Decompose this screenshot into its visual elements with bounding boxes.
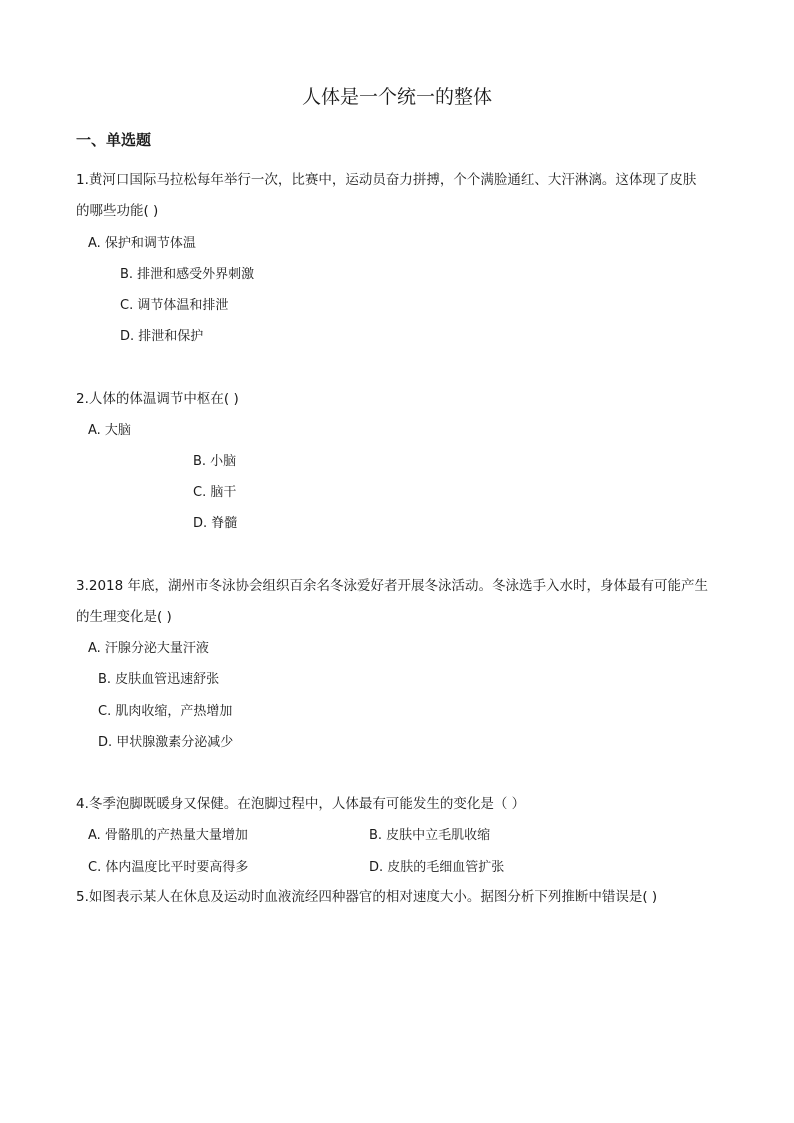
question-2-option-c: C. 脑干 — [193, 485, 237, 500]
question-4-option-a: A. 骨骼肌的产热量大量增加 — [88, 828, 248, 843]
question-1-stem-line1: 1.黄河口国际马拉松每年举行一次，比赛中，运动员奋力拼搏，个个满脸通红、大汗淋漓。这体现了皮肤 — [76, 172, 697, 188]
question-3-option-b: B. 皮肤血管迅速舒张 — [98, 672, 220, 687]
question-4-option-d: D. 皮肤的毛细血管扩张 — [369, 860, 505, 875]
question-1-option-d: D. 排泄和保护 — [120, 329, 204, 344]
question-2-option-d: D. 脊髓 — [193, 516, 238, 531]
question-2-option-a: A. 大脑 — [88, 423, 131, 438]
question-1-option-a: A. 保护和调节体温 — [88, 236, 196, 251]
question-5-stem: 5.如图表示某人在休息及运动时血液流经四种器官的相对速度大小。据图分析下列推断中错误是( ) — [76, 889, 658, 905]
question-3-stem-line1: 3.2018 年底，湖州市冬泳协会组织百余名冬泳爱好者开展冬泳活动。冬泳选手入水时，身体最有可能产生 — [76, 578, 709, 594]
question-4-stem: 4.冬季泡脚既暖身又保健。在泡脚过程中，人体最有可能发生的变化是（ ） — [76, 796, 526, 812]
question-3-stem-line2: 的生理变化是( ) — [76, 609, 172, 625]
question-4-option-c: C. 体内温度比平时要高得多 — [88, 860, 249, 875]
question-1-option-c: C. 调节体温和排泄 — [120, 298, 229, 313]
question-3-option-a: A. 汗腺分泌大量汗液 — [88, 641, 209, 656]
question-2-stem: 2.人体的体温调节中枢在( ) — [76, 391, 239, 407]
question-3-option-d: D. 甲状腺激素分泌减少 — [98, 735, 234, 750]
question-2-option-b: B. 小脑 — [193, 454, 237, 469]
question-1-option-b: B. 排泄和感受外界刺激 — [120, 267, 255, 282]
question-4-option-b: B. 皮肤中立毛肌收缩 — [369, 828, 491, 843]
question-3-option-c: C. 肌肉收缩，产热增加 — [98, 704, 233, 719]
page-title: 人体是一个统一的整体 — [301, 86, 492, 108]
section-heading: 一、单选题 — [76, 131, 152, 149]
question-1-stem-line2: 的哪些功能( ) — [76, 203, 159, 219]
